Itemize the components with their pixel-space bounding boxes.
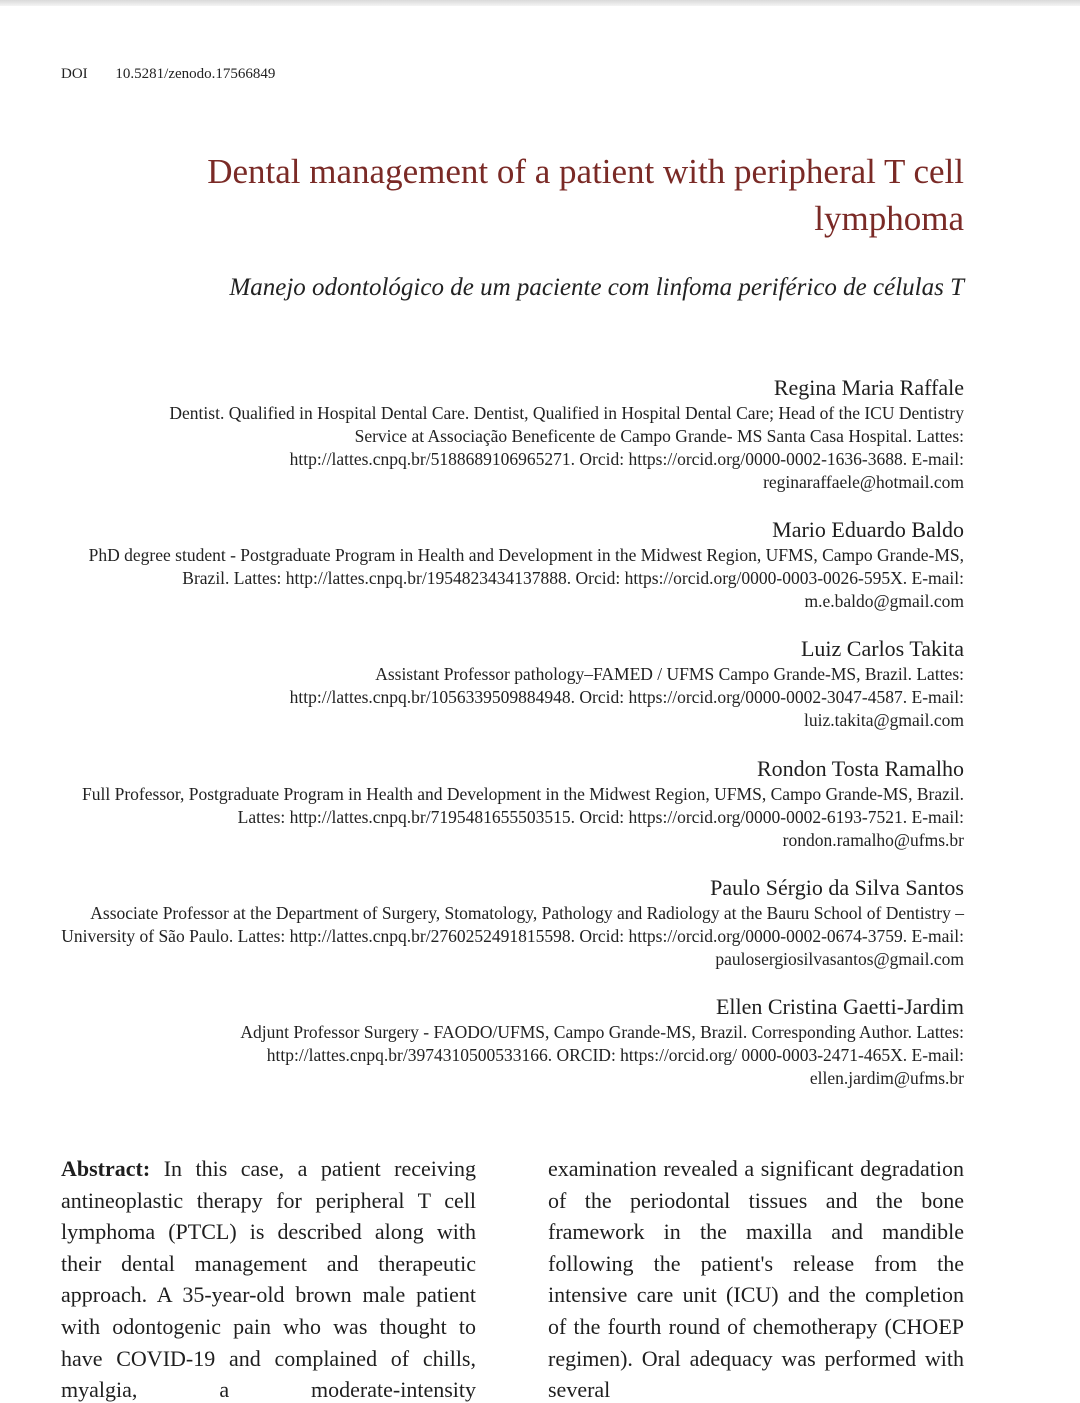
author-affiliation: Full Professor, Postgraduate Program in Health and Development in the Midwest Region, UFMS, Campo Grande-MS, Brazil. Lattes: http://lattes.cnpq.br/7195481655503515. Orcid: https://orcid.org/0000-0002-6193-7521. E-mail: rondon.ramalho@ufms.br (82, 784, 964, 850)
author-name: Regina Maria Raffale (773, 375, 964, 400)
abstract-column-right (548, 1153, 964, 1403)
author-block (60, 993, 964, 1090)
author-block (60, 755, 964, 852)
author-name: Rondon Tosta Ramalho (756, 756, 964, 781)
author-name: Luiz Carlos Takita (800, 636, 964, 661)
abstract-label: Abstract: (61, 1156, 151, 1181)
author-block (60, 635, 964, 732)
abstract-text-left: In this case, a patient receiving antineoplastic therapy for peripheral T cell lymphoma (PTCL) is described along with their dental management and therapeutic approach. A 35-year-old brown male patient with odontogenic pain who was thought to have COVID-19 and complained of chills, myalgia, a moderate-intensity (61, 1156, 476, 1403)
author-name: Ellen Cristina Gaetti-Jardim (715, 994, 964, 1019)
abstract-text-right: examination revealed a significant degradation of the periodontal tissues and the bone framework in the maxilla and mandible following the patient's release from the intensive care unit (ICU) and the completion of the fourth round of chemotherapy (CHOEP regimen). Oral adequacy was performed with several (548, 1156, 964, 1403)
page-top-edge (0, 0, 1080, 6)
author-affiliation: Adjunt Professor Surgery - FAODO/UFMS, Campo Grande-MS, Brazil. Corresponding Author. Lattes: http://lattes.cnpq.br/3974310500533166. ORCID: https://orcid.org/ 0000-0003-2471-465X. E-mail: ellen.jardim@ufms.br (240, 1022, 964, 1088)
author-affiliation: PhD degree student - Postgraduate Program in Health and Development in the Midwest Region, UFMS, Campo Grande-MS, Brazil. Lattes: http://lattes.cnpq.br/1954823434137888. Orcid: https://orcid.org/0000-0003-0026-595X. E-mail: m.e.baldo@gmail.com (88, 545, 964, 611)
doi-line (61, 66, 275, 83)
paper-subtitle: Manejo odontológico de um paciente com linfoma periférico de células T (229, 274, 964, 301)
doi-label: DOI (61, 66, 88, 82)
author-block (60, 374, 964, 494)
paper-title: Dental management of a patient with peripheral T cell lymphoma (207, 152, 964, 238)
author-name: Paulo Sérgio da Silva Santos (710, 875, 964, 900)
doi-value[interactable]: 10.5281/zenodo.17566849 (115, 66, 276, 82)
author-block (60, 516, 964, 613)
author-affiliation: Associate Professor at the Department of Surgery, Stomatology, Pathology and Radiology at the Bauru School of Dentistry – University of São Paulo. Lattes: http://lattes.cnpq.br/2760252491815598. Orcid: https://orcid.org/0000-0002-0674-3759. E-mail: paulosergiosilvasantos@gmail.com (61, 903, 964, 969)
abstract-column-left (61, 1153, 476, 1403)
author-name: Mario Eduardo Baldo (772, 517, 964, 542)
author-affiliation: Assistant Professor pathology–FAMED / UFMS Campo Grande-MS, Brazil. Lattes: http://lattes.cnpq.br/1056339509884948. Orcid: https://orcid.org/0000-0002-3047-4587. E-mail: luiz.takita@gmail.com (289, 664, 964, 730)
author-block (60, 874, 964, 971)
author-affiliation: Dentist. Qualified in Hospital Dental Care. Dentist, Qualified in Hospital Dental Care; Head of the ICU Dentistry Service at Associação Beneficente de Campo Grande- MS Santa Casa Hospital. Lattes: http://lattes.cnpq.br/5188689106965271. Orcid: https://orcid.org/0000-0002-1636-3688. E-mail: reginaraffaele@hotmail.com (169, 403, 964, 492)
